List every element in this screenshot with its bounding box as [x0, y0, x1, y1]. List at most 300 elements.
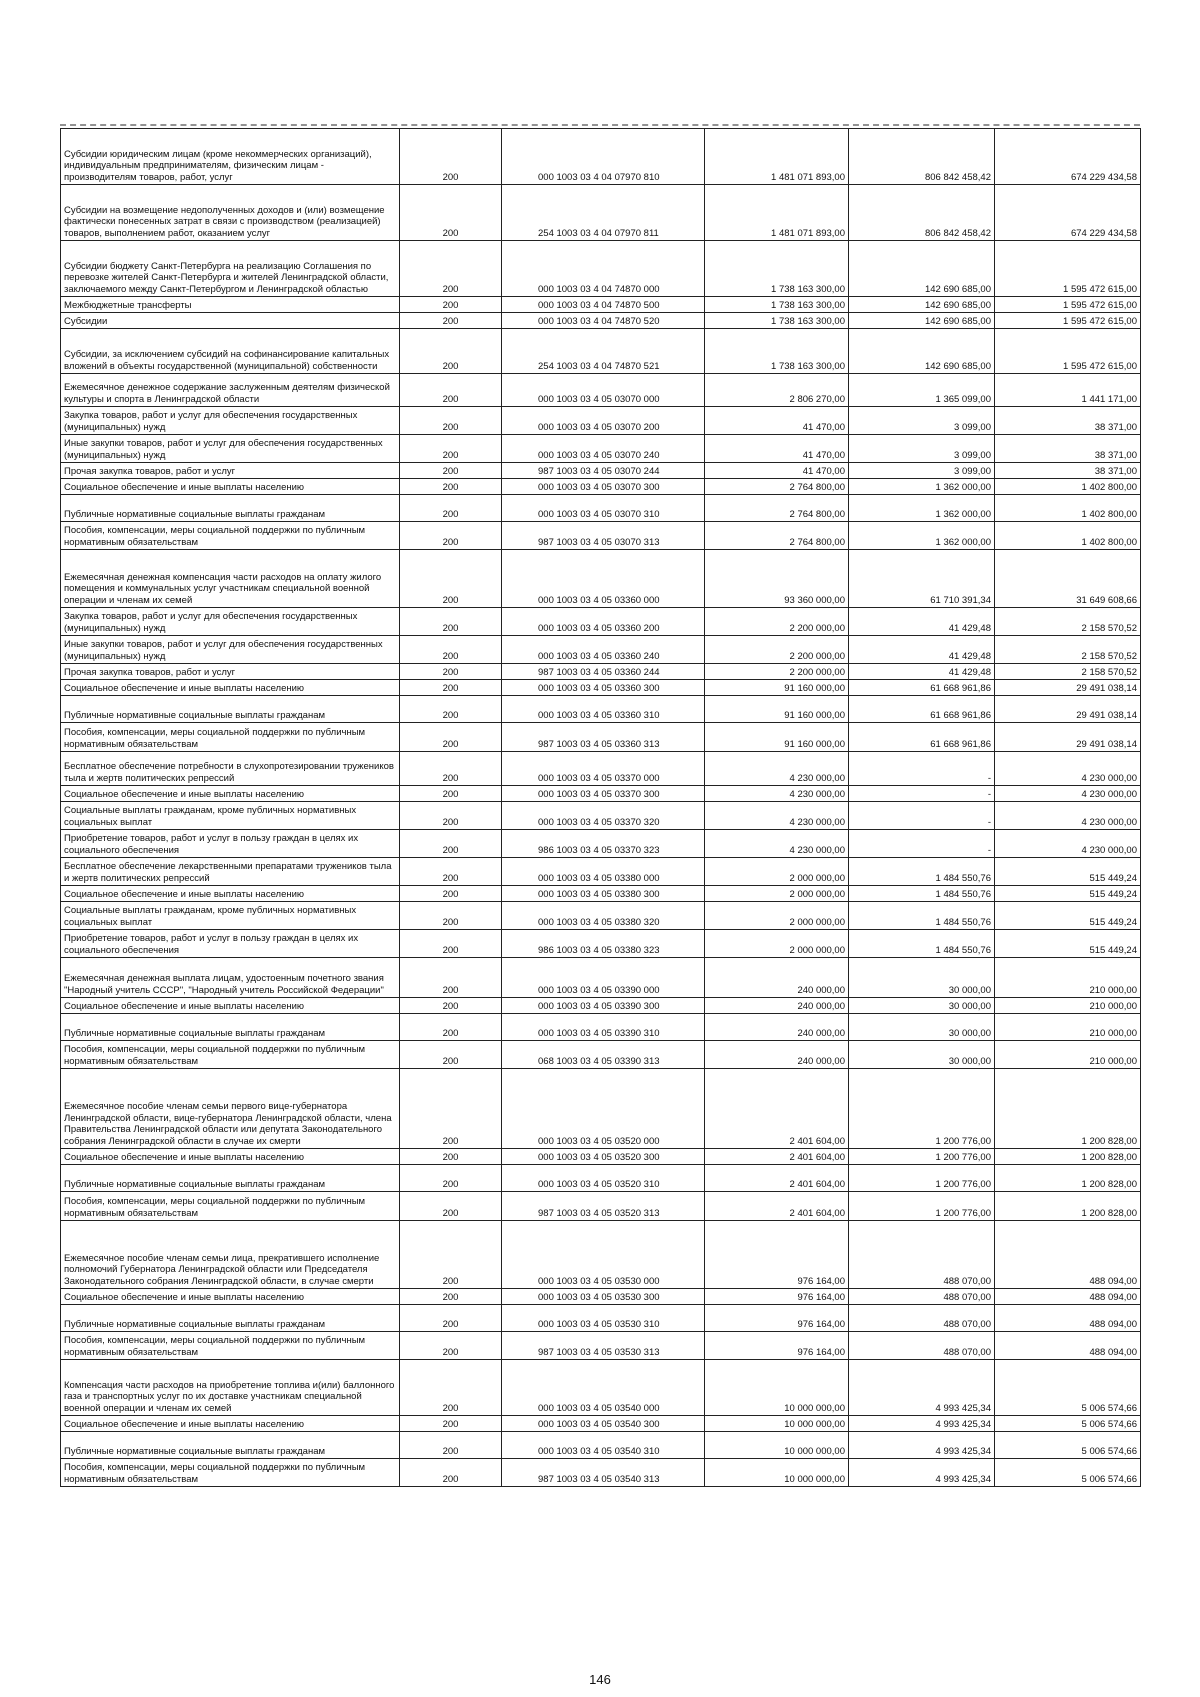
row-line-code-cell: 200 [400, 297, 502, 313]
row-remaining-cell: 1 595 472 615,00 [995, 329, 1141, 374]
row-remaining-cell: 38 371,00 [995, 407, 1141, 435]
table-row [61, 479, 1141, 495]
row-executed-cell: 1 200 776,00 [849, 1069, 995, 1149]
row-remaining-cell: 210 000,00 [995, 958, 1141, 998]
row-line-code-cell: 200 [400, 479, 502, 495]
table-row [61, 786, 1141, 802]
row-remaining-cell: 1 200 828,00 [995, 1149, 1141, 1165]
row-name-cell: Пособия, компенсации, меры социальной поддержки по публичным нормативным обязательствам [61, 1192, 400, 1221]
table-row [61, 297, 1141, 313]
row-executed-cell: 3 099,00 [849, 435, 995, 463]
table-row [61, 680, 1141, 696]
row-remaining-cell: 1 402 800,00 [995, 495, 1141, 522]
table-row [61, 752, 1141, 786]
row-remaining-cell: 1 200 828,00 [995, 1069, 1141, 1149]
table-row [61, 1221, 1141, 1289]
row-line-code-cell: 200 [400, 802, 502, 830]
row-executed-cell: - [849, 786, 995, 802]
row-remaining-cell: 38 371,00 [995, 463, 1141, 479]
row-name-cell: Публичные нормативные социальные выплаты гражданам [61, 1014, 400, 1041]
row-approved-cell: 41 470,00 [705, 463, 849, 479]
row-approved-cell: 2 764 800,00 [705, 522, 849, 550]
row-executed-cell: 4 993 425,34 [849, 1459, 995, 1487]
row-name-cell: Ежемесячное пособие членам семьи лица, прекратившего исполнение полномочий Губернатора Ленинградской области или Председателя Законодательного собрания Ленинградской области, в случае смерти [61, 1221, 400, 1289]
table-row [61, 1069, 1141, 1149]
row-remaining-cell: 210 000,00 [995, 998, 1141, 1014]
row-line-code-cell: 200 [400, 664, 502, 680]
row-remaining-cell: 4 230 000,00 [995, 830, 1141, 858]
row-budget-code-cell: 987 1003 03 4 05 03360 244 [502, 664, 705, 680]
row-name-cell: Ежемесячное пособие членам семьи первого вице-губернатора Ленинградской области, вице-губернатора Ленинградской области, члена Правительства Ленинградской области или депутата Законодательного собрания Ленинградской области в случае их смерти [61, 1069, 400, 1149]
row-name-cell: Публичные нормативные социальные выплаты гражданам [61, 495, 400, 522]
row-executed-cell: 30 000,00 [849, 1014, 995, 1041]
row-line-code-cell: 200 [400, 786, 502, 802]
row-executed-cell: 806 842 458,42 [849, 129, 995, 185]
table-row [61, 185, 1141, 241]
table-row [61, 1360, 1141, 1416]
row-line-code-cell: 200 [400, 830, 502, 858]
row-line-code-cell: 200 [400, 608, 502, 636]
row-name-cell: Закупка товаров, работ и услуг для обеспечения государственных (муниципальных) нужд [61, 608, 400, 636]
row-name-cell: Пособия, компенсации, меры социальной поддержки по публичным нормативным обязательствам [61, 522, 400, 550]
row-line-code-cell: 200 [400, 958, 502, 998]
table-row [61, 696, 1141, 723]
table-row [61, 902, 1141, 930]
row-approved-cell: 2 401 604,00 [705, 1192, 849, 1221]
row-name-cell: Приобретение товаров, работ и услуг в пользу граждан в целях их социального обеспечения [61, 930, 400, 958]
table-row [61, 1289, 1141, 1305]
row-approved-cell: 2 764 800,00 [705, 479, 849, 495]
row-remaining-cell: 5 006 574,66 [995, 1416, 1141, 1432]
row-line-code-cell: 200 [400, 129, 502, 185]
row-approved-cell: 976 164,00 [705, 1305, 849, 1332]
row-budget-code-cell: 986 1003 03 4 05 03370 323 [502, 830, 705, 858]
row-remaining-cell: 488 094,00 [995, 1305, 1141, 1332]
row-line-code-cell: 200 [400, 313, 502, 329]
row-remaining-cell: 31 649 608,66 [995, 550, 1141, 608]
row-budget-code-cell: 068 1003 03 4 05 03390 313 [502, 1041, 705, 1069]
row-remaining-cell: 5 006 574,66 [995, 1432, 1141, 1459]
row-budget-code-cell: 987 1003 03 4 05 03070 313 [502, 522, 705, 550]
row-budget-code-cell: 000 1003 03 4 05 03360 310 [502, 696, 705, 723]
row-name-cell: Прочая закупка товаров, работ и услуг [61, 463, 400, 479]
table-row [61, 1014, 1141, 1041]
table-row [61, 636, 1141, 664]
table-row [61, 802, 1141, 830]
row-name-cell: Пособия, компенсации, меры социальной поддержки по публичным нормативным обязательствам [61, 1459, 400, 1487]
row-executed-cell: 41 429,48 [849, 664, 995, 680]
row-line-code-cell: 200 [400, 1041, 502, 1069]
table-row [61, 858, 1141, 886]
row-approved-cell: 240 000,00 [705, 998, 849, 1014]
table-row [61, 407, 1141, 435]
row-budget-code-cell: 000 1003 03 4 05 03390 300 [502, 998, 705, 1014]
row-approved-cell: 4 230 000,00 [705, 802, 849, 830]
table-row [61, 495, 1141, 522]
row-budget-code-cell: 987 1003 03 4 05 03520 313 [502, 1192, 705, 1221]
table-row [61, 723, 1141, 752]
row-line-code-cell: 200 [400, 241, 502, 297]
row-name-cell: Социальные выплаты гражданам, кроме публичных нормативных социальных выплат [61, 802, 400, 830]
row-budget-code-cell: 000 1003 03 4 05 03070 200 [502, 407, 705, 435]
row-approved-cell: 240 000,00 [705, 1014, 849, 1041]
table-row [61, 1149, 1141, 1165]
row-executed-cell: 1 484 550,76 [849, 858, 995, 886]
row-line-code-cell: 200 [400, 435, 502, 463]
row-approved-cell: 2 200 000,00 [705, 608, 849, 636]
row-budget-code-cell: 000 1003 03 4 05 03520 310 [502, 1165, 705, 1192]
row-executed-cell: 30 000,00 [849, 998, 995, 1014]
row-approved-cell: 91 160 000,00 [705, 696, 849, 723]
row-budget-code-cell: 000 1003 03 4 05 03540 310 [502, 1432, 705, 1459]
row-executed-cell: 3 099,00 [849, 463, 995, 479]
row-approved-cell: 2 401 604,00 [705, 1149, 849, 1165]
budget-execution-table [60, 128, 1141, 1487]
row-executed-cell: 30 000,00 [849, 958, 995, 998]
row-remaining-cell: 1 200 828,00 [995, 1165, 1141, 1192]
table-row [61, 958, 1141, 998]
row-line-code-cell: 200 [400, 1360, 502, 1416]
row-approved-cell: 976 164,00 [705, 1221, 849, 1289]
table-row [61, 1165, 1141, 1192]
row-budget-code-cell: 000 1003 03 4 05 03370 300 [502, 786, 705, 802]
row-line-code-cell: 200 [400, 1014, 502, 1041]
row-name-cell: Социальное обеспечение и иные выплаты населению [61, 1289, 400, 1305]
table-row [61, 1332, 1141, 1360]
row-executed-cell: 1 484 550,76 [849, 902, 995, 930]
row-approved-cell: 1 481 071 893,00 [705, 185, 849, 241]
row-line-code-cell: 200 [400, 1192, 502, 1221]
row-executed-cell: 488 070,00 [849, 1289, 995, 1305]
table-body [61, 129, 1141, 1487]
row-approved-cell: 976 164,00 [705, 1332, 849, 1360]
row-executed-cell: 1 200 776,00 [849, 1165, 995, 1192]
row-executed-cell: 142 690 685,00 [849, 313, 995, 329]
row-executed-cell: - [849, 802, 995, 830]
row-remaining-cell: 2 158 570,52 [995, 636, 1141, 664]
row-approved-cell: 2 000 000,00 [705, 930, 849, 958]
row-remaining-cell: 1 200 828,00 [995, 1192, 1141, 1221]
row-line-code-cell: 200 [400, 696, 502, 723]
row-executed-cell: 488 070,00 [849, 1332, 995, 1360]
table-row [61, 1416, 1141, 1432]
row-name-cell: Ежемесячная денежная компенсация части расходов на оплату жилого помещения и коммунальных услуг участникам специальной военной операции и членам их семей [61, 550, 400, 608]
table-row [61, 1192, 1141, 1221]
row-remaining-cell: 210 000,00 [995, 1014, 1141, 1041]
row-executed-cell: 61 668 961,86 [849, 723, 995, 752]
row-name-cell: Закупка товаров, работ и услуг для обеспечения государственных (муниципальных) нужд [61, 407, 400, 435]
row-name-cell: Социальное обеспечение и иные выплаты населению [61, 998, 400, 1014]
row-line-code-cell: 200 [400, 1432, 502, 1459]
row-approved-cell: 2 000 000,00 [705, 886, 849, 902]
row-budget-code-cell: 000 1003 03 4 05 03380 300 [502, 886, 705, 902]
row-executed-cell: - [849, 830, 995, 858]
row-approved-cell: 41 470,00 [705, 435, 849, 463]
row-line-code-cell: 200 [400, 1305, 502, 1332]
table-row [61, 608, 1141, 636]
row-line-code-cell: 200 [400, 723, 502, 752]
row-budget-code-cell: 000 1003 03 4 05 03360 000 [502, 550, 705, 608]
row-name-cell: Бесплатное обеспечение лекарственными препаратами тружеников тыла и жертв политических репрессий [61, 858, 400, 886]
row-name-cell: Иные закупки товаров, работ и услуг для обеспечения государственных (муниципальных) нужд [61, 435, 400, 463]
row-line-code-cell: 200 [400, 1221, 502, 1289]
row-name-cell: Социальное обеспечение и иные выплаты населению [61, 886, 400, 902]
row-line-code-cell: 200 [400, 998, 502, 1014]
row-remaining-cell: 1 402 800,00 [995, 479, 1141, 495]
row-name-cell: Социальное обеспечение и иные выплаты населению [61, 479, 400, 495]
row-name-cell: Социальное обеспечение и иные выплаты населению [61, 1416, 400, 1432]
row-approved-cell: 2 764 800,00 [705, 495, 849, 522]
table-row [61, 329, 1141, 374]
row-budget-code-cell: 000 1003 03 4 05 03390 310 [502, 1014, 705, 1041]
row-line-code-cell: 200 [400, 680, 502, 696]
row-name-cell: Социальное обеспечение и иные выплаты населению [61, 786, 400, 802]
row-remaining-cell: 5 006 574,66 [995, 1360, 1141, 1416]
row-budget-code-cell: 000 1003 03 4 05 03070 000 [502, 374, 705, 407]
row-budget-code-cell: 000 1003 03 4 04 74870 520 [502, 313, 705, 329]
table-row [61, 930, 1141, 958]
row-remaining-cell: 29 491 038,14 [995, 696, 1141, 723]
row-line-code-cell: 200 [400, 374, 502, 407]
row-line-code-cell: 200 [400, 1459, 502, 1487]
row-line-code-cell: 200 [400, 1069, 502, 1149]
row-name-cell: Публичные нормативные социальные выплаты гражданам [61, 1305, 400, 1332]
row-budget-code-cell: 000 1003 03 4 04 07970 810 [502, 129, 705, 185]
row-executed-cell: 142 690 685,00 [849, 329, 995, 374]
row-executed-cell: 1 362 000,00 [849, 522, 995, 550]
row-executed-cell: 142 690 685,00 [849, 241, 995, 297]
row-remaining-cell: 488 094,00 [995, 1332, 1141, 1360]
row-approved-cell: 2 806 270,00 [705, 374, 849, 407]
row-executed-cell: 4 993 425,34 [849, 1432, 995, 1459]
row-approved-cell: 4 230 000,00 [705, 786, 849, 802]
row-budget-code-cell: 254 1003 03 4 04 74870 521 [502, 329, 705, 374]
row-budget-code-cell: 254 1003 03 4 04 07970 811 [502, 185, 705, 241]
row-remaining-cell: 1 595 472 615,00 [995, 313, 1141, 329]
row-line-code-cell: 200 [400, 858, 502, 886]
row-name-cell: Субсидии на возмещение недополученных доходов и (или) возмещение фактически понесенных затрат в связи с производством (реализацией) товаров, выполнением работ, оказанием услуг [61, 185, 400, 241]
row-approved-cell: 1 738 163 300,00 [705, 313, 849, 329]
table-row [61, 313, 1141, 329]
row-budget-code-cell: 987 1003 03 4 05 03540 313 [502, 1459, 705, 1487]
table-row [61, 1305, 1141, 1332]
row-remaining-cell: 488 094,00 [995, 1221, 1141, 1289]
row-name-cell: Прочая закупка товаров, работ и услуг [61, 664, 400, 680]
row-budget-code-cell: 987 1003 03 4 05 03070 244 [502, 463, 705, 479]
row-approved-cell: 93 360 000,00 [705, 550, 849, 608]
row-budget-code-cell: 000 1003 03 4 05 03380 000 [502, 858, 705, 886]
row-approved-cell: 240 000,00 [705, 1041, 849, 1069]
row-line-code-cell: 200 [400, 886, 502, 902]
row-approved-cell: 1 738 163 300,00 [705, 297, 849, 313]
table-row [61, 1459, 1141, 1487]
row-line-code-cell: 200 [400, 185, 502, 241]
row-line-code-cell: 200 [400, 522, 502, 550]
row-approved-cell: 2 000 000,00 [705, 858, 849, 886]
row-line-code-cell: 200 [400, 1149, 502, 1165]
row-remaining-cell: 5 006 574,66 [995, 1459, 1141, 1487]
row-executed-cell: 488 070,00 [849, 1305, 995, 1332]
row-line-code-cell: 200 [400, 1416, 502, 1432]
row-remaining-cell: 29 491 038,14 [995, 680, 1141, 696]
row-approved-cell: 41 470,00 [705, 407, 849, 435]
row-remaining-cell: 1 402 800,00 [995, 522, 1141, 550]
row-executed-cell: 61 668 961,86 [849, 680, 995, 696]
row-budget-code-cell: 000 1003 03 4 05 03070 240 [502, 435, 705, 463]
row-budget-code-cell: 000 1003 03 4 05 03530 300 [502, 1289, 705, 1305]
row-remaining-cell: 1 595 472 615,00 [995, 241, 1141, 297]
row-remaining-cell: 674 229 434,58 [995, 185, 1141, 241]
row-line-code-cell: 200 [400, 550, 502, 608]
page-number: 146 [589, 1672, 611, 1687]
row-budget-code-cell: 000 1003 03 4 05 03530 000 [502, 1221, 705, 1289]
row-line-code-cell: 200 [400, 329, 502, 374]
table-row [61, 129, 1141, 185]
row-name-cell: Ежемесячная денежная выплата лицам, удостоенным почетного звания "Народный учитель СССР", "Народный учитель Российской Федерации" [61, 958, 400, 998]
row-remaining-cell: 38 371,00 [995, 435, 1141, 463]
row-name-cell: Публичные нормативные социальные выплаты гражданам [61, 1432, 400, 1459]
row-name-cell: Компенсация части расходов на приобретение топлива и(или) баллонного газа и транспортных услуг по их доставке участникам специальной военной операции и членам их семей [61, 1360, 400, 1416]
row-executed-cell: 3 099,00 [849, 407, 995, 435]
row-line-code-cell: 200 [400, 930, 502, 958]
row-budget-code-cell: 000 1003 03 4 05 03520 300 [502, 1149, 705, 1165]
row-executed-cell: 1 200 776,00 [849, 1192, 995, 1221]
row-name-cell: Пособия, компенсации, меры социальной поддержки по публичным нормативным обязательствам [61, 1332, 400, 1360]
row-line-code-cell: 200 [400, 1332, 502, 1360]
row-approved-cell: 10 000 000,00 [705, 1459, 849, 1487]
table-row [61, 463, 1141, 479]
row-budget-code-cell: 000 1003 03 4 05 03520 000 [502, 1069, 705, 1149]
row-name-cell: Социальное обеспечение и иные выплаты населению [61, 1149, 400, 1165]
row-remaining-cell: 488 094,00 [995, 1289, 1141, 1305]
row-name-cell: Публичные нормативные социальные выплаты гражданам [61, 1165, 400, 1192]
row-budget-code-cell: 000 1003 03 4 05 03070 300 [502, 479, 705, 495]
row-approved-cell: 2 000 000,00 [705, 902, 849, 930]
row-remaining-cell: 2 158 570,52 [995, 664, 1141, 680]
row-remaining-cell: 515 449,24 [995, 930, 1141, 958]
row-remaining-cell: 515 449,24 [995, 886, 1141, 902]
row-remaining-cell: 1 595 472 615,00 [995, 297, 1141, 313]
row-budget-code-cell: 000 1003 03 4 04 74870 000 [502, 241, 705, 297]
row-executed-cell: - [849, 752, 995, 786]
row-approved-cell: 1 738 163 300,00 [705, 241, 849, 297]
row-approved-cell: 1 738 163 300,00 [705, 329, 849, 374]
row-executed-cell: 4 993 425,34 [849, 1360, 995, 1416]
row-name-cell: Пособия, компенсации, меры социальной поддержки по публичным нормативным обязательствам [61, 723, 400, 752]
row-budget-code-cell: 000 1003 03 4 05 03530 310 [502, 1305, 705, 1332]
table-row [61, 886, 1141, 902]
table-row [61, 998, 1141, 1014]
row-approved-cell: 4 230 000,00 [705, 752, 849, 786]
table-row [61, 435, 1141, 463]
row-approved-cell: 10 000 000,00 [705, 1360, 849, 1416]
row-budget-code-cell: 987 1003 03 4 05 03530 313 [502, 1332, 705, 1360]
row-line-code-cell: 200 [400, 407, 502, 435]
row-name-cell: Социальное обеспечение и иные выплаты населению [61, 680, 400, 696]
row-budget-code-cell: 000 1003 03 4 04 74870 500 [502, 297, 705, 313]
table-row [61, 550, 1141, 608]
row-remaining-cell: 210 000,00 [995, 1041, 1141, 1069]
row-executed-cell: 1 200 776,00 [849, 1149, 995, 1165]
row-executed-cell: 1 365 099,00 [849, 374, 995, 407]
table-row [61, 241, 1141, 297]
row-approved-cell: 1 481 071 893,00 [705, 129, 849, 185]
row-line-code-cell: 200 [400, 636, 502, 664]
row-line-code-cell: 200 [400, 902, 502, 930]
row-name-cell: Субсидии [61, 313, 400, 329]
row-budget-code-cell: 000 1003 03 4 05 03360 240 [502, 636, 705, 664]
row-name-cell: Субсидии бюджету Санкт-Петербурга на реализацию Соглашения по перевозке жителей Санкт-Петербурга и жителей Ленинградской области, заключаемого между Санкт-Петербургом и Ленинградской областью [61, 241, 400, 297]
row-approved-cell: 2 200 000,00 [705, 664, 849, 680]
row-name-cell: Межбюджетные трансферты [61, 297, 400, 313]
row-line-code-cell: 200 [400, 1289, 502, 1305]
row-budget-code-cell: 000 1003 03 4 05 03540 300 [502, 1416, 705, 1432]
row-name-cell: Социальные выплаты гражданам, кроме публичных нормативных социальных выплат [61, 902, 400, 930]
row-remaining-cell: 1 441 171,00 [995, 374, 1141, 407]
table-row [61, 1041, 1141, 1069]
row-executed-cell: 41 429,48 [849, 636, 995, 664]
row-name-cell: Пособия, компенсации, меры социальной поддержки по публичным нормативным обязательствам [61, 1041, 400, 1069]
row-budget-code-cell: 000 1003 03 4 05 03360 300 [502, 680, 705, 696]
row-budget-code-cell: 000 1003 03 4 05 03380 320 [502, 902, 705, 930]
row-approved-cell: 2 200 000,00 [705, 636, 849, 664]
row-budget-code-cell: 000 1003 03 4 05 03370 000 [502, 752, 705, 786]
row-executed-cell: 41 429,48 [849, 608, 995, 636]
row-budget-code-cell: 987 1003 03 4 05 03360 313 [502, 723, 705, 752]
row-approved-cell: 10 000 000,00 [705, 1416, 849, 1432]
row-name-cell: Публичные нормативные социальные выплаты гражданам [61, 696, 400, 723]
row-budget-code-cell: 000 1003 03 4 05 03360 200 [502, 608, 705, 636]
row-line-code-cell: 200 [400, 1165, 502, 1192]
table-row [61, 664, 1141, 680]
budget-table-container [60, 128, 1140, 1487]
row-remaining-cell: 515 449,24 [995, 858, 1141, 886]
row-executed-cell: 61 668 961,86 [849, 696, 995, 723]
row-name-cell: Приобретение товаров, работ и услуг в пользу граждан в целях их социального обеспечения [61, 830, 400, 858]
row-executed-cell: 30 000,00 [849, 1041, 995, 1069]
row-approved-cell: 91 160 000,00 [705, 723, 849, 752]
row-executed-cell: 1 484 550,76 [849, 886, 995, 902]
row-remaining-cell: 4 230 000,00 [995, 786, 1141, 802]
row-executed-cell: 488 070,00 [849, 1221, 995, 1289]
row-line-code-cell: 200 [400, 752, 502, 786]
row-remaining-cell: 4 230 000,00 [995, 802, 1141, 830]
row-approved-cell: 10 000 000,00 [705, 1432, 849, 1459]
row-approved-cell: 240 000,00 [705, 958, 849, 998]
row-executed-cell: 142 690 685,00 [849, 297, 995, 313]
row-approved-cell: 2 401 604,00 [705, 1069, 849, 1149]
row-budget-code-cell: 000 1003 03 4 05 03540 000 [502, 1360, 705, 1416]
row-remaining-cell: 515 449,24 [995, 902, 1141, 930]
table-row [61, 374, 1141, 407]
row-budget-code-cell: 986 1003 03 4 05 03380 323 [502, 930, 705, 958]
row-budget-code-cell: 000 1003 03 4 05 03390 000 [502, 958, 705, 998]
table-row [61, 830, 1141, 858]
row-executed-cell: 806 842 458,42 [849, 185, 995, 241]
row-budget-code-cell: 000 1003 03 4 05 03070 310 [502, 495, 705, 522]
row-name-cell: Иные закупки товаров, работ и услуг для обеспечения государственных (муниципальных) нужд [61, 636, 400, 664]
row-remaining-cell: 2 158 570,52 [995, 608, 1141, 636]
table-row [61, 1432, 1141, 1459]
row-name-cell: Субсидии, за исключением субсидий на софинансирование капитальных вложений в объекты государственной (муниципальной) собственности [61, 329, 400, 374]
row-approved-cell: 2 401 604,00 [705, 1165, 849, 1192]
row-executed-cell: 1 362 000,00 [849, 495, 995, 522]
row-executed-cell: 1 484 550,76 [849, 930, 995, 958]
row-name-cell: Бесплатное обеспечение потребности в слухопротезировании тружеников тыла и жертв политических репрессий [61, 752, 400, 786]
row-line-code-cell: 200 [400, 463, 502, 479]
row-line-code-cell: 200 [400, 495, 502, 522]
row-approved-cell: 976 164,00 [705, 1289, 849, 1305]
